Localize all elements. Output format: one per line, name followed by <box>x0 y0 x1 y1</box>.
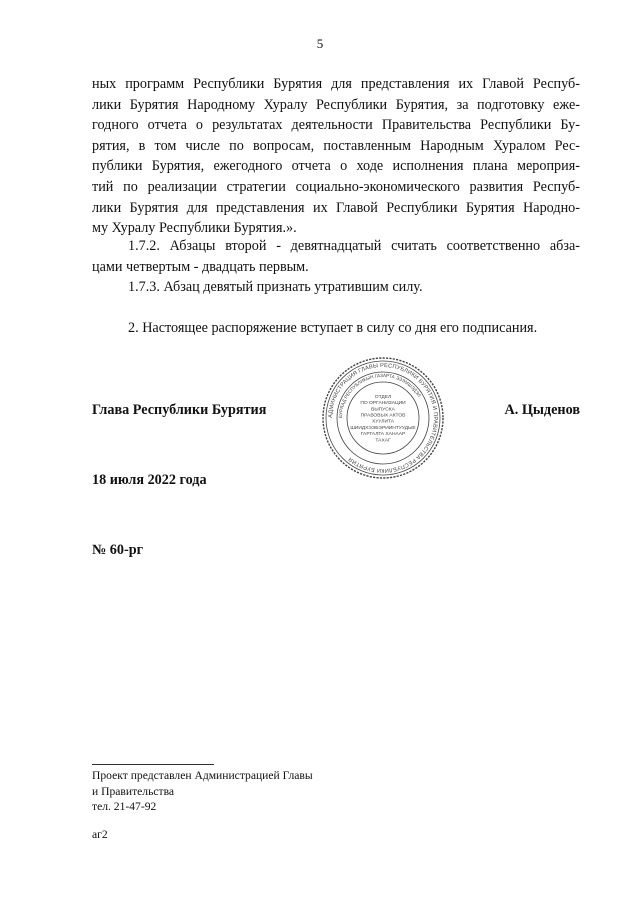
seal-center-text <box>350 394 416 443</box>
paragraph-continued <box>92 74 580 239</box>
seal-center-line: ХУУЛИТА <box>371 419 395 425</box>
text-line: годного отчета о результатах деятельности Правительства Республики Бу- <box>92 117 580 134</box>
signatory-name: А. Цыденов <box>504 402 580 418</box>
seal-outer-text: АДМИНИСТРАЦИЯ ГЛАВЫ РЕСПУБЛИКИ БУРЯТИЯ И ПРАВИТЕЛЬСТВА РЕСПУБЛИКИ БУРЯТИЯ <box>327 362 439 474</box>
text-line: цами четвертым - двадцать первым. <box>92 258 309 275</box>
seal-center-line: ГАРГАЛГА ХАНААР <box>360 432 406 438</box>
text-line: 2. Настоящее распоряжение вступает в силу со дня его подписания. <box>128 320 538 336</box>
text-line: 1.7.3. Абзац девятый признать утратившим силу. <box>128 279 423 295</box>
official-seal-stamp <box>321 356 445 480</box>
text-line: 1.7.2. Абзацы второй - девятнадцатый считать соответственно абза- <box>128 238 580 254</box>
executor-code: аг2 <box>92 828 108 841</box>
document-number: № 60-рг <box>92 542 144 558</box>
seal-center-line: ШИИДХЭЭБЭРИИНТУУДЫЕ <box>350 425 416 431</box>
paragraph-item-1-7-2 <box>92 236 580 277</box>
seal-center-line: ПО ОРГАНИЗАЦИИ <box>360 401 406 407</box>
paragraph-item-2 <box>92 318 580 339</box>
text-line: лики Бурятия Народному Хуралу Республики Бурятия, за подготовку еже- <box>92 96 580 113</box>
footnote-line: Проект представлен Администрацией Главы <box>92 769 313 782</box>
seal-center-line: ВЫПУСКА <box>371 407 395 413</box>
paragraph-item-1-7-3 <box>92 277 580 298</box>
text-line: публики Бурятия, ежегодного отчета о ходе исполнения плана мероприя- <box>92 158 580 175</box>
seal-center-line: ОТДЕЛ <box>374 394 392 400</box>
seal-center-line: ПРАВОВЫХ АКТОВ <box>360 413 406 419</box>
footnote-divider <box>92 764 214 765</box>
seal-center-line: ТАХАГ <box>375 438 391 444</box>
signatory-title: Глава Республики Бурятия <box>92 402 267 418</box>
footnote-line: тел. 21-47-92 <box>92 800 157 813</box>
text-line: тий по реализации стратегии социально-экономического развития Респуб- <box>92 178 580 195</box>
page-number: 5 <box>316 36 324 51</box>
footnote <box>92 768 313 815</box>
footnote-line: и Правительства <box>92 784 175 798</box>
text-line: рятия, в том числе по вопросам, поставленным Народным Хуралом Рес- <box>92 137 580 154</box>
document-date: 18 июля 2022 года <box>92 472 207 488</box>
seal-inner-text: БУРЯАД РЕСПУБЛИКЫН ГАЗАРТА ЭЗЭМШЭДЭЛ <box>337 372 422 419</box>
text-line: лики Бурятия для представления их Главой Республики Бурятия Народно- <box>92 199 580 216</box>
text-line: ных программ Республики Бурятия для представления их Главой Респуб- <box>92 76 580 92</box>
text-line: му Хуралу Республики Бурятия.». <box>92 220 297 237</box>
